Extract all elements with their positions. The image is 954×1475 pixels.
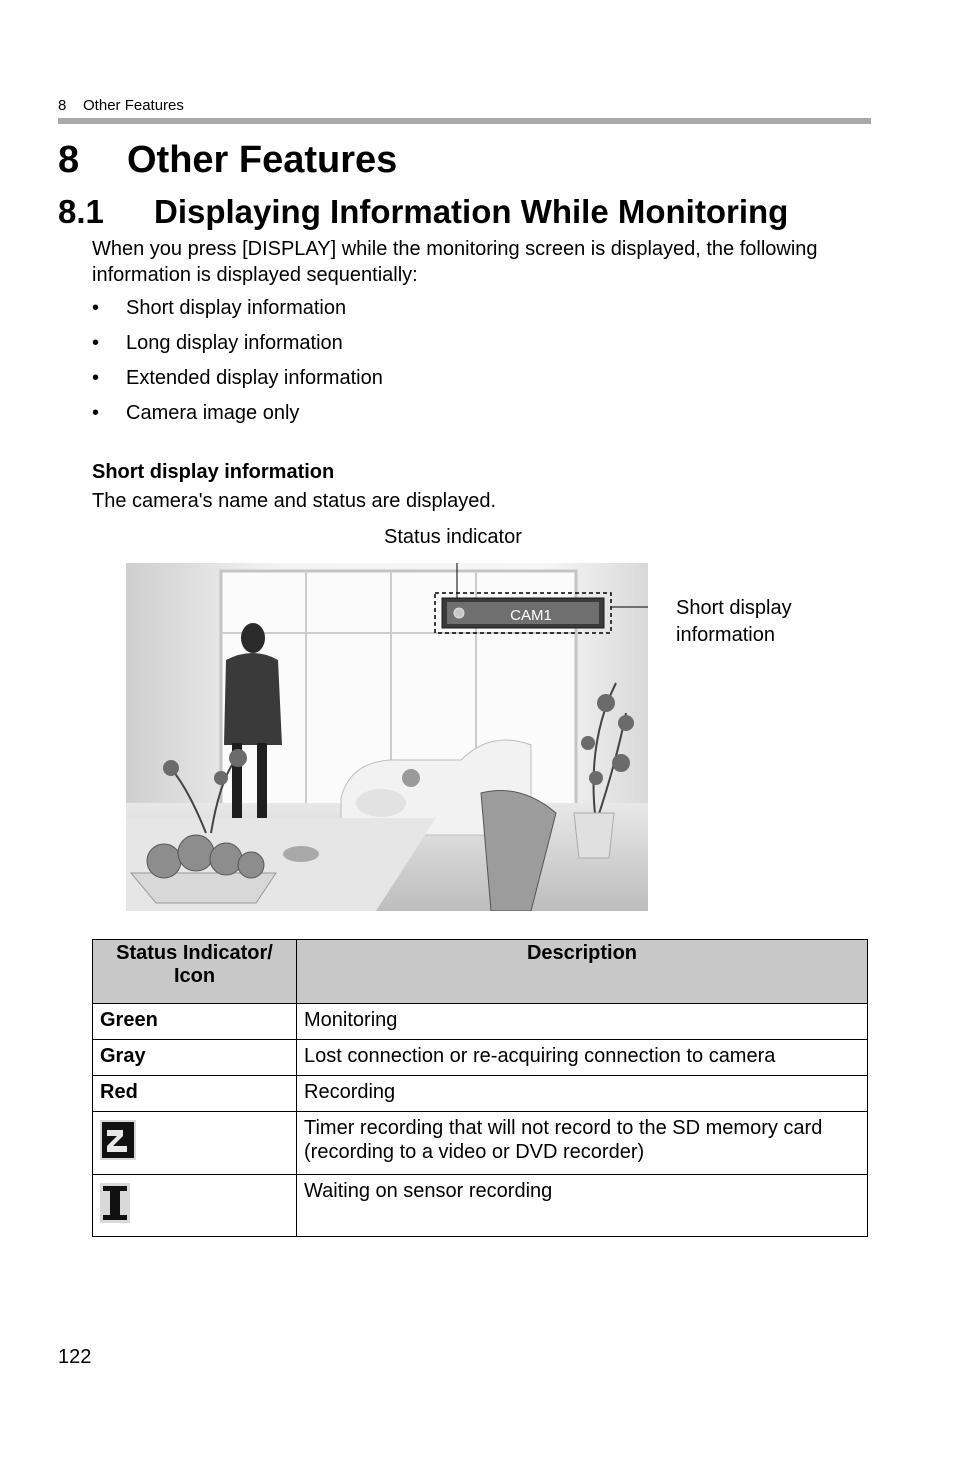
list-item (92, 330, 383, 365)
indicator-cell (93, 1175, 297, 1237)
column-header-indicator: Status Indicator/ Icon (93, 940, 297, 1004)
list-item-text: Short display information (126, 297, 347, 319)
section-title (58, 193, 788, 231)
indicator-cell: Gray (93, 1040, 297, 1076)
list-item (92, 295, 383, 330)
chapter-number: 8 (58, 139, 80, 181)
table-row (93, 1040, 868, 1076)
display-mode-list (92, 295, 383, 435)
header-rule (58, 118, 871, 124)
table-header-row (93, 940, 868, 1004)
description-line: Timer recording that will not record to the SD memory card (304, 1117, 823, 1139)
description-cell (297, 1112, 868, 1175)
status-indicator-label: Status indicator (384, 526, 522, 548)
description-cell: Recording (297, 1076, 868, 1112)
column-header-description: Description (297, 940, 868, 1004)
subsection-body: The camera's name and status are displayed. (92, 490, 497, 512)
intro-paragraph: When you press [DISPLAY] while the monitoring screen is displayed, the following information is displayed sequentially: (92, 238, 818, 286)
camera-image (126, 563, 648, 911)
list-item-text: Camera image only (126, 402, 300, 424)
short-display-label-line2: information (676, 624, 775, 646)
section-number: 8.1 (58, 193, 104, 230)
indicator-cell (93, 1112, 297, 1175)
subsection-heading: Short display information (92, 461, 335, 483)
list-item-text: Extended display information (126, 367, 383, 389)
sensor-wait-icon (100, 1183, 130, 1223)
short-display-label-line1: Short display (676, 597, 792, 619)
bullet-icon: • (92, 332, 100, 354)
bullet-icon: • (92, 367, 100, 389)
table-row (93, 1004, 868, 1040)
list-item (92, 400, 383, 435)
bullet-icon: • (92, 297, 100, 319)
timer-recording-icon (100, 1120, 136, 1160)
chapter-title (58, 139, 397, 182)
chapter-title-text: Other Features (127, 139, 398, 181)
list-item-text: Long display information (126, 332, 343, 354)
indicator-cell: Red (93, 1076, 297, 1112)
description-line: (recording to a video or DVD recorder) (304, 1141, 645, 1163)
list-item (92, 365, 383, 400)
running-header: 8 Other Features (58, 97, 184, 114)
indicator-cell: Green (93, 1004, 297, 1040)
section-title-text: Displaying Information While Monitoring (154, 193, 789, 230)
table-row (93, 1112, 868, 1175)
description-cell: Waiting on sensor recording (297, 1175, 868, 1237)
bullet-icon: • (92, 402, 100, 424)
table-row (93, 1175, 868, 1237)
table-row (93, 1076, 868, 1112)
camera-name-label: CAM1 (510, 607, 552, 624)
short-display-label (676, 595, 792, 649)
status-indicator-table (92, 939, 868, 1237)
description-cell: Monitoring (297, 1004, 868, 1040)
page-number: 122 (58, 1346, 92, 1368)
description-cell: Lost connection or re-acquiring connection to camera (297, 1040, 868, 1076)
status-indicator-dot (454, 608, 464, 618)
